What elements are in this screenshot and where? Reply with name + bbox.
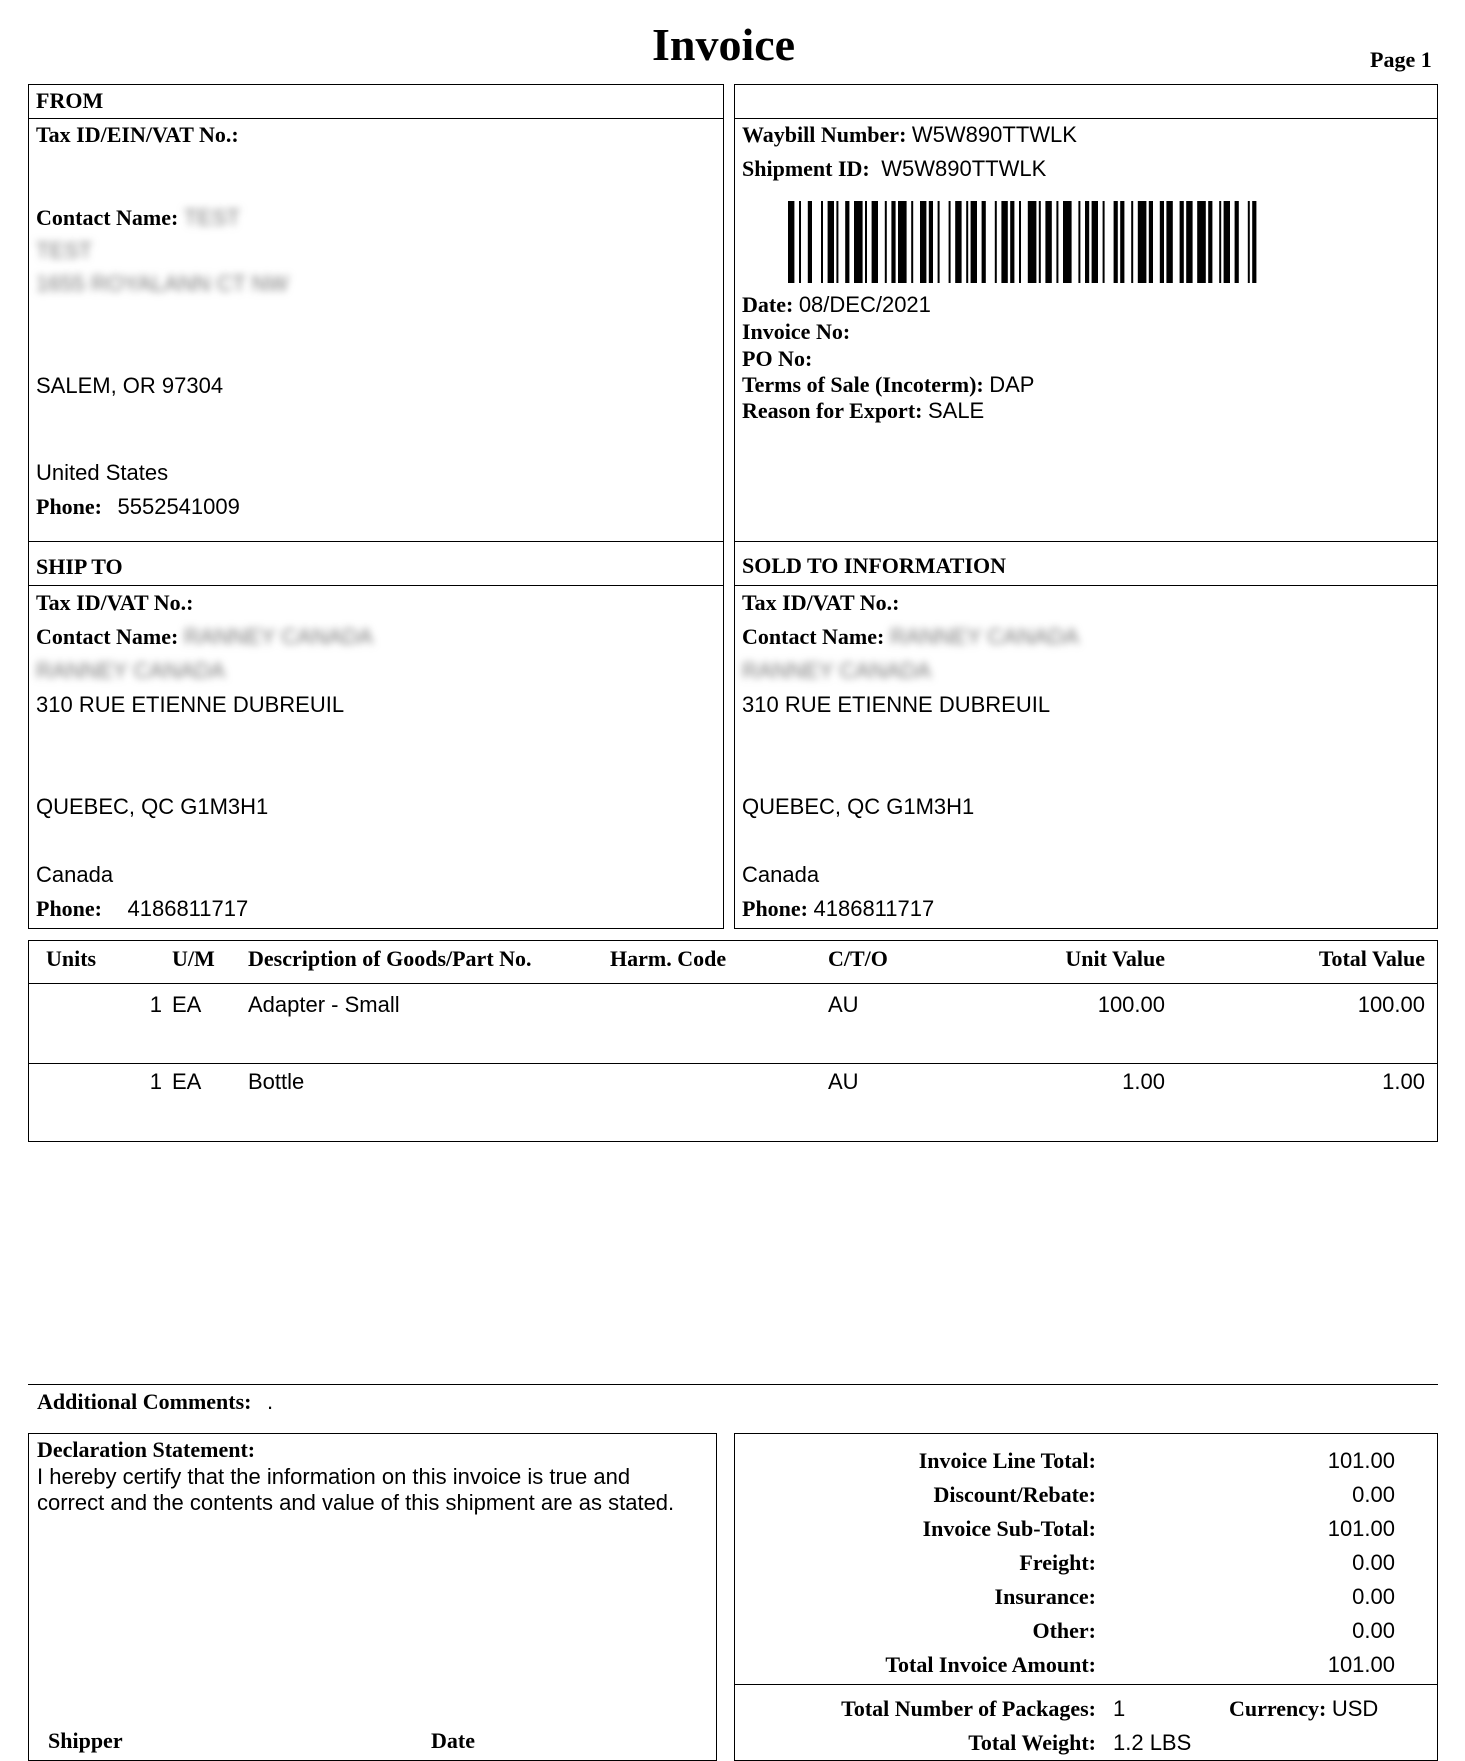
barcode-bar [971, 201, 977, 283]
items-table [28, 940, 1438, 1142]
barcode-bar [1180, 201, 1184, 283]
barcode-bar [1103, 201, 1105, 283]
barcode-bar [799, 201, 801, 283]
totals-value: 0.00 [1352, 1550, 1395, 1575]
currency-label: Currency: [1229, 1696, 1327, 1721]
terms-value: DAP [989, 372, 1035, 397]
reason-label: Reason for Export: [742, 398, 923, 423]
row-unit-value: 1.00 [1122, 1069, 1165, 1094]
page-number: Page 1 [1370, 47, 1432, 72]
col-um: U/M [172, 946, 215, 971]
date-value: 08/DEC/2021 [798, 292, 931, 317]
barcode-bar [872, 201, 878, 283]
totals-label: Freight: [1019, 1550, 1096, 1575]
barcode-bar [920, 201, 926, 283]
barcode-bar [1224, 201, 1230, 283]
barcode-bar [1078, 201, 1080, 283]
ship-to-company: RANNEY CANADA [36, 658, 226, 683]
barcode-bar [898, 201, 907, 283]
barcode-bar [1001, 201, 1007, 283]
declaration-line-2: correct and the contents and value of this shipment are as stated. [37, 1490, 675, 1515]
terms-label: Terms of Sale (Incoterm): [742, 372, 984, 397]
ship-to-tax-label: Tax ID/VAT No.: [36, 590, 194, 615]
packages-label: Total Number of Packages: [841, 1696, 1096, 1721]
signature-date-label: Date [431, 1728, 475, 1753]
barcode-bar [1010, 201, 1014, 283]
barcode-bar [821, 201, 823, 283]
totals-label: Invoice Sub-Total: [922, 1516, 1096, 1541]
barcode-bar [845, 201, 849, 283]
waybill-value: W5W890TTWLK [911, 122, 1077, 147]
barcode-bar [966, 201, 968, 283]
from-contact-value: TEST [183, 205, 241, 230]
barcode-bar [885, 201, 887, 283]
sold-to-phone-value: 4186811717 [813, 896, 935, 921]
sold-to-address: 310 RUE ETIENNE DUBREUIL [742, 692, 1051, 717]
totals-value: 0.00 [1352, 1482, 1395, 1507]
sold-to-country: Canada [742, 862, 820, 887]
totals-label: Discount/Rebate: [933, 1482, 1096, 1507]
barcode-bar [1197, 201, 1206, 283]
po-no-label: PO No: [742, 346, 813, 371]
declaration-label: Declaration Statement: [37, 1437, 256, 1462]
weight-value: 1.2 LBS [1113, 1730, 1192, 1755]
totals-value: 0.00 [1352, 1584, 1395, 1609]
row-cto: AU [828, 992, 859, 1017]
totals-value: 101.00 [1327, 1652, 1395, 1677]
totals-label: Total Invoice Amount: [885, 1652, 1096, 1677]
sold-to-tax-label: Tax ID/VAT No.: [742, 590, 900, 615]
barcode [788, 201, 1258, 283]
totals-label: Insurance: [994, 1584, 1096, 1609]
waybill-label: Waybill Number: [742, 122, 907, 147]
shipment-id-label: Shipment ID: [742, 156, 870, 181]
barcode-bar [1252, 201, 1256, 283]
from-phone-label: Phone: [36, 494, 102, 519]
barcode-bar [955, 201, 961, 283]
barcode-bar [1019, 201, 1021, 283]
barcode-bar [1160, 201, 1164, 283]
barcode-bar [949, 201, 951, 283]
barcode-bar [911, 201, 913, 283]
reason-value: SALE [927, 398, 985, 423]
row-total-value: 1.00 [1382, 1069, 1425, 1094]
row-unit-value: 100.00 [1097, 992, 1165, 1017]
comments-value: . [267, 1389, 274, 1414]
ship-to-phone-value: 4186811717 [127, 896, 249, 921]
totals-label: Invoice Line Total: [918, 1448, 1096, 1473]
row-units: 1 [149, 1069, 162, 1094]
row-total-value: 100.00 [1357, 992, 1425, 1017]
barcode-bar [1149, 201, 1153, 283]
barcode-bar [1092, 201, 1098, 283]
barcode-bar [1120, 201, 1124, 283]
row-cto: AU [828, 1069, 859, 1094]
barcode-bar [1219, 201, 1221, 283]
from-address: 1655 ROYALANN CT NW [36, 271, 289, 296]
barcode-bar [891, 201, 895, 283]
barcode-bar [938, 201, 940, 283]
row-description: Adapter - Small [248, 992, 400, 1017]
sold-to-city-state-zip: QUEBEC, QC G1M3H1 [742, 794, 975, 819]
from-heading: FROM [36, 88, 104, 113]
barcode-bar [1114, 201, 1118, 283]
col-units: Units [46, 946, 97, 971]
col-total-value: Total Value [1318, 946, 1425, 971]
row-description: Bottle [248, 1069, 305, 1094]
shipment-id-value: W5W890TTWLK [881, 156, 1047, 181]
row-um: EA [172, 992, 202, 1017]
sold-to-contact-value: RANNEY CANADA [889, 624, 1079, 649]
declaration-line-1: I hereby certify that the information on this invoice is true and [37, 1464, 631, 1489]
from-company: TEST [36, 238, 93, 263]
shipment-info-section [734, 84, 1438, 542]
declaration-section [28, 1433, 717, 1761]
packages-value: 1 [1113, 1696, 1126, 1721]
barcode-bar [865, 201, 867, 283]
barcode-bar [1208, 201, 1212, 283]
barcode-bar [788, 201, 794, 283]
ship-to-contact-value: RANNEY CANADA [183, 624, 373, 649]
from-city-state-zip: SALEM, OR 97304 [36, 373, 224, 398]
ship-to-country: Canada [36, 862, 114, 887]
invoice-no-label: Invoice No: [742, 319, 851, 344]
totals-value: 101.00 [1327, 1516, 1395, 1541]
col-cto: C/T/O [828, 946, 888, 971]
row-units: 1 [149, 992, 162, 1017]
col-unit-value: Unit Value [1065, 946, 1165, 971]
ship-to-city-state-zip: QUEBEC, QC G1M3H1 [36, 794, 269, 819]
barcode-bar [1235, 201, 1239, 283]
barcode-bar [1166, 201, 1172, 283]
totals-value: 0.00 [1352, 1618, 1395, 1643]
comments-divider [28, 1384, 1438, 1385]
col-description: Description of Goods/Part No. [248, 946, 532, 971]
barcode-bar [854, 201, 863, 283]
comments-label: Additional Comments: [37, 1389, 252, 1414]
totals-value: 101.00 [1327, 1448, 1395, 1473]
from-country: United States [36, 460, 169, 485]
row-um: EA [172, 1069, 202, 1094]
ship-to-section [28, 541, 724, 929]
ship-to-address: 310 RUE ETIENNE DUBREUIL [36, 692, 345, 717]
from-phone-value: 5552541009 [117, 494, 240, 519]
ship-to-contact-label: Contact Name: [36, 624, 179, 649]
barcode-bar [1131, 201, 1133, 283]
sold-to-section [734, 541, 1438, 929]
barcode-bar [995, 201, 997, 283]
barcode-bar [1039, 201, 1041, 283]
barcode-bar [1063, 201, 1072, 283]
totals-section [734, 1433, 1438, 1761]
from-tax-label: Tax ID/EIN/VAT No.: [36, 122, 239, 147]
barcode-bar [808, 201, 812, 283]
sold-to-company: RANNEY CANADA [742, 658, 932, 683]
sold-to-phone-label: Phone: [742, 896, 808, 921]
barcode-bar [929, 201, 933, 283]
from-section [28, 84, 724, 542]
currency-value: USD [1331, 1696, 1379, 1721]
from-contact-label: Contact Name: [36, 205, 179, 230]
barcode-bar [1045, 201, 1051, 283]
barcode-bar [1056, 201, 1058, 283]
barcode-bar [836, 201, 838, 283]
barcode-bar [828, 201, 834, 283]
weight-label: Total Weight: [968, 1730, 1096, 1755]
barcode-bar [1186, 201, 1192, 283]
barcode-bar [1085, 201, 1089, 283]
sold-to-heading: SOLD TO INFORMATION [742, 553, 1007, 578]
barcode-bar [1028, 201, 1037, 283]
ship-to-phone-label: Phone: [36, 896, 102, 921]
date-label: Date: [742, 292, 794, 317]
sold-to-contact-label: Contact Name: [742, 624, 885, 649]
barcode-bar [1248, 201, 1250, 283]
page-title: Invoice [652, 19, 796, 70]
barcode-bar [982, 201, 986, 283]
shipper-label: Shipper [48, 1728, 123, 1753]
col-harm-code: Harm. Code [610, 946, 727, 971]
ship-to-heading: SHIP TO [36, 554, 123, 579]
barcode-bar [1138, 201, 1147, 283]
totals-label: Other: [1032, 1618, 1096, 1643]
